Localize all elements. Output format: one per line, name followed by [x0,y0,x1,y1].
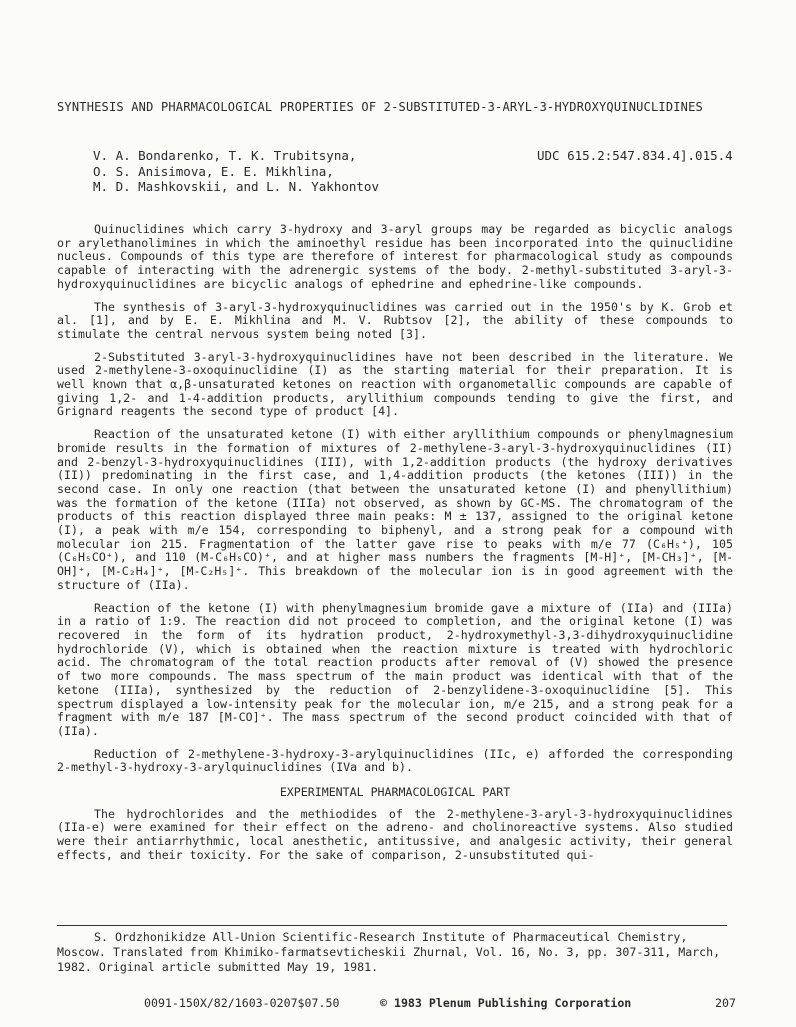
paragraph-1: Quinuclidines which carry 3-hydroxy and 3-aryl groups may be regarded as bicyclic analogs or arylethanolimines in which the aminoethyl residue has been incorporated into the quinuclidine nucleus. Compounds of this type are therefore of interest for pharmacological study as compounds capable of interacting with the adrenergic systems of the body. 2-methyl-substituted 3-aryl-3-hydroxyquinuclidines are bicyclic analogs of ephedrine and ephedrine-like compounds. [57,222,733,291]
section-paragraph: The hydrochlorides and the methiodides of the 2-methylene-3-aryl-3-hydroxyquinuclidines (IIa-e) were examined for their effect on the adreno- and cholinoreactive systems. Also studied were their antiarrhythmic, local anesthetic, antitussive, and analgesic activity, their general effects, and their toxicity. For the sake of comparison, 2-unsubstituted qui- [57,806,733,862]
footnote-divider [57,925,727,926]
paragraph-5: Reaction of the ketone (I) with phenylmagnesium bromide gave a mixture of (IIa) and (IIIa) in a ratio of 1:9. The reaction did not proceed to completion, and the original ketone (I) was recovered in the form of its hydration product, 2-hydroxymethyl-3,3-dihydroxyquinuclidine hydrochloride (V), which is obtained when the reaction mixture is treated with hydrochloric acid. The chromatogram of the total reaction products after removal of (V) showed the presence of two more compounds. The mass spectrum of the main product was identical with that of the ketone (IIIa), synthesized by the reduction of 2-benzylidene-3-oxoquinuclidine [5]. This spectrum displayed a low-intensity peak for the molecular ion, m/e 215, and a strong peak for a fragment with m/e 187 [M-CO]⁺. The mass spectrum of the second product coincided with that of (IIa). [57,600,733,738]
page-number: 207 [715,996,736,1010]
article-code: 0091-150X/82/1603-0207$07.50 [144,996,340,1010]
article-title: SYNTHESIS AND PHARMACOLOGICAL PROPERTIES OF 2-SUBSTITUTED-3-ARYL-3-HYDROXYQUINUCLIDINES [57,100,703,114]
author-list: V. A. Bondarenko, T. K. Trubitsyna, O. S. Anisimova, E. E. Mikhlina, M. D. Mashkovskii, and L. N. Yakhontov [93,148,379,194]
article-body [57,223,733,872]
copyright-notice: © 1983 Plenum Publishing Corporation [380,996,632,1010]
udc-code: UDC 615.2:547.834.4].015.4 [537,148,733,163]
footnote: S. Ordzhonikidze All-Union Scientific-Research Institute of Pharmaceutical Chemistry, Moscow. Translated from Khimiko-farmatsevticheskii Zhurnal, Vol. 16, No. 3, pp. 307-311, March, 1982. Original article submitted May 19, 1981. [57,930,721,974]
paragraph-4: Reaction of the unsaturated ketone (I) with either aryllithium compounds or phenylmagnesium bromide results in the formation of mixtures of 2-methylene-3-aryl-3-hydroxyquinuclidines (II) and 2-benzyl-3-hydroxyquinuclidines (III), with 1,2-addition products (the hydroxy derivatives (II)) predominating in the first case, and 1,4-addition products (the ketones (III)) in the second case. In only one reaction (that between the unsaturated ketone (I) and phenyllithium) was the formation of the ketone (IIIa) not observed, as shown by GC-MS. The chromatogram of the products of this reaction displayed three main peaks: M ± 137, assigned to the original ketone (I), a peak with m/e 154, corresponding to biphenyl, and a strong peak for a compound with molecular ion 215. Fragmentation of the latter gave rise to peaks with m/e 77 (C₆H₅⁺), 105 (C₆H₅CO⁺), and 110 (M-C₆H₅CO)⁺, and at higher mass numbers the fragments [M-H]⁺, [M-CH₃]⁺, [M-OH]⁺, [M-C₂H₄]⁺, [M-C₂H₅]⁺. This breakdown of the molecular ion is in good agreement with the structure of (IIa). [57,427,733,592]
paragraph-6: Reduction of 2-methylene-3-hydroxy-3-arylquinuclidines (IIc, e) afforded the corresponding 2-methyl-3-hydroxy-3-arylquinuclidines (IVa and b). [57,746,733,775]
paragraph-2: The synthesis of 3-aryl-3-hydroxyquinuclidines was carried out in the 1950's by K. Grob et al. [1], and by E. E. Mikhlina and M. V. Rubtsov [2], the ability of these compounds to stimulate the central nervous system being noted [3]. [57,299,733,341]
section-heading: EXPERIMENTAL PHARMACOLOGICAL PART [279,785,511,800]
paragraph-3: 2-Substituted 3-aryl-3-hydroxyquinuclidines have not been described in the literature. We used 2-methylene-3-oxoquinuclidine (I) as the starting material for their preparation. It is well known that α,β-unsaturated ketones on reaction with organometallic compounds are capable of giving 1,2- and 1-4-addition products, aryllithium compounds tending to give the first, and Grignard reagents the second type of product [4]. [57,349,733,419]
